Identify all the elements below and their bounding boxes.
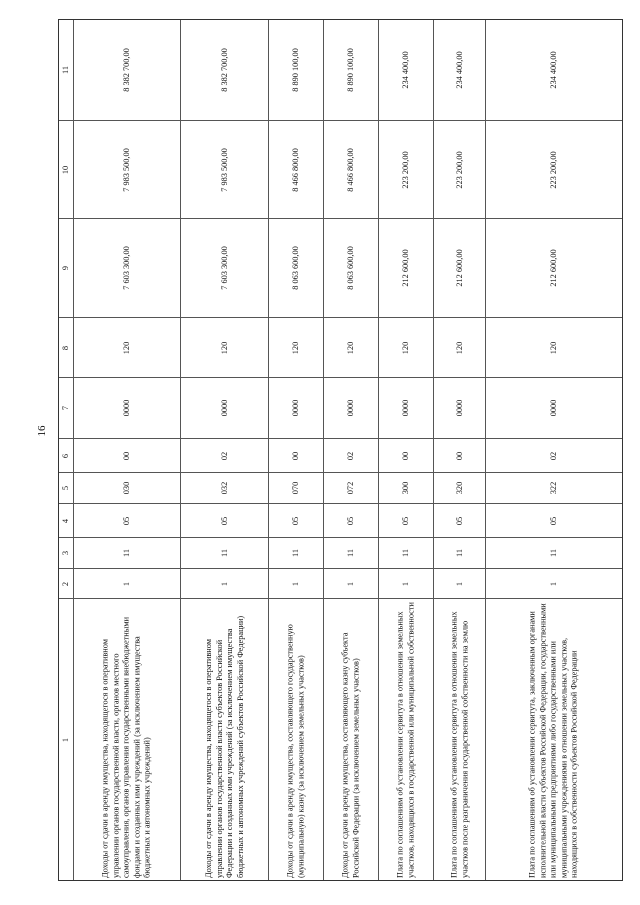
row-description: [180, 598, 268, 880]
row-cell-c7-text: 0000: [454, 399, 464, 417]
row-cell-c4: [73, 503, 180, 537]
row-cell-c4: [323, 503, 378, 537]
row-cell-c5: [268, 472, 323, 503]
header-col-8-text: 8: [60, 345, 70, 350]
row-cell-c9: [323, 218, 378, 317]
row-cell-c7: [73, 377, 180, 438]
header-col-11: [59, 20, 73, 120]
row-cell-c9-text: 212 600,00: [400, 249, 410, 287]
header-col-3: [59, 537, 73, 568]
row-cell-c7-text: 0000: [219, 399, 229, 417]
row-cell-c10: [268, 120, 323, 218]
row-cell-c3: [268, 537, 323, 568]
row-description: [323, 598, 378, 880]
row-description: [268, 598, 323, 880]
row-cell-c11-text: 234 400,00: [548, 51, 558, 89]
row-cell-c6: [323, 438, 378, 472]
row-cell-c2: [323, 568, 378, 598]
row-cell-c9: [485, 218, 622, 317]
row-cell-c7: [323, 377, 378, 438]
row-cell-c6: [485, 438, 622, 472]
row-cell-c9-text: 7 603 300,00: [121, 246, 131, 290]
row-cell-c7-text: 0000: [345, 399, 355, 417]
header-col-11-text: 11: [60, 66, 70, 74]
row-cell-c2-text: 1: [219, 581, 229, 586]
row-description-text: Доходы от сдачи в аренду имущества, составляющего государственную (муниципальную) казну (за исключением земельных участков): [285, 623, 305, 878]
row-cell-c3-text: 11: [454, 549, 464, 557]
row-cell-c11-text: 8 890 100,00: [345, 48, 355, 92]
row-description: [485, 598, 622, 880]
header-col-10-text: 10: [60, 165, 70, 174]
row-cell-c4: [180, 503, 268, 537]
row-cell-c5: [323, 472, 378, 503]
header-col-3-text: 3: [60, 550, 70, 556]
row-cell-c4: [378, 503, 433, 537]
row-cell-c2-text: 1: [454, 581, 464, 586]
row-cell-c7: [433, 377, 485, 438]
row-cell-c4-text: 05: [121, 516, 131, 525]
row-cell-c7: [268, 377, 323, 438]
row-cell-c5: [73, 472, 180, 503]
row-description-text: Плата по соглашениям об установлении сервитута в отношении земельных участков после разграничения государственной собственности на землю: [448, 610, 469, 878]
row-cell-c5-text: 030: [121, 481, 131, 495]
row-cell-c4-text: 05: [454, 516, 464, 525]
row-cell-c4-text: 05: [400, 516, 410, 525]
row-cell-c5: [485, 472, 622, 503]
row-cell-c6-text: 00: [454, 451, 464, 460]
row-cell-c6: [268, 438, 323, 472]
row-cell-c9-text: 7 603 300,00: [219, 246, 229, 290]
row-cell-c8: [485, 317, 622, 377]
page-number: 16: [36, 425, 48, 437]
row-cell-c9-text: 8 063 600,00: [345, 246, 355, 290]
row-cell-c10: [433, 120, 485, 218]
row-cell-c8-text: 120: [121, 341, 131, 354]
row-cell-c5-text: 322: [548, 481, 558, 495]
header-col-6-text: 6: [60, 453, 70, 458]
row-cell-c11-text: 234 400,00: [400, 51, 410, 89]
header-col-2: [59, 568, 73, 598]
header-col-2-text: 2: [60, 581, 70, 586]
row-cell-c7-text: 0000: [548, 399, 558, 417]
row-cell-c6-text: 00: [290, 451, 300, 460]
row-cell-c2-text: 1: [121, 581, 131, 586]
row-cell-c5: [180, 472, 268, 503]
row-cell-c6: [73, 438, 180, 472]
row-cell-c2: [73, 568, 180, 598]
row-cell-c5: [378, 472, 433, 503]
row-cell-c7-text: 0000: [290, 399, 300, 417]
row-cell-c2: [180, 568, 268, 598]
row-cell-c11: [268, 20, 323, 120]
row-description: [378, 598, 433, 880]
row-cell-c4-text: 05: [290, 516, 300, 525]
row-cell-c9: [180, 218, 268, 317]
row-cell-c11-text: 8 382 700,00: [219, 48, 229, 92]
row-cell-c7: [485, 377, 622, 438]
header-col-9-text: 9: [60, 265, 70, 271]
row-cell-c8-text: 120: [454, 341, 464, 354]
row-cell-c9-text: 8 063 600,00: [290, 246, 300, 290]
row-cell-c6-text: 00: [121, 451, 131, 460]
row-cell-c3: [378, 537, 433, 568]
row-cell-c8: [323, 317, 378, 377]
row-cell-c10: [378, 120, 433, 218]
row-description-text: Доходы от сдачи в аренду имущества, находящегося в оперативном управлении органов государственной власти субъектов Российской Федерации и созданных ими учреждений (за исключением имущества бюджетных и автономных учреждений субъектов Российской Федерации): [203, 615, 245, 878]
row-cell-c9-text: 212 600,00: [548, 249, 558, 287]
row-cell-c2: [268, 568, 323, 598]
row-cell-c2-text: 1: [548, 581, 558, 586]
row-cell-c4-text: 05: [548, 516, 558, 525]
header-col-9: [59, 218, 73, 317]
budget-table: [58, 19, 623, 881]
row-cell-c8: [73, 317, 180, 377]
row-cell-c5-text: 070: [290, 481, 300, 495]
row-cell-c5-text: 320: [454, 481, 464, 495]
row-description-text: Плата по соглашениям об установлении сервитута в отношении земельных участков, находящихся в государственной или муниципальной собственности: [395, 601, 415, 878]
header-col-5-text: 5: [60, 485, 70, 491]
row-description: [73, 598, 180, 880]
header-col-6: [59, 438, 73, 472]
row-cell-c9: [378, 218, 433, 317]
row-cell-c5-text: 072: [345, 481, 355, 495]
row-cell-c11-text: 8 890 100,00: [290, 48, 300, 92]
row-cell-c6-text: 00: [400, 451, 410, 460]
row-cell-c4: [268, 503, 323, 537]
row-cell-c11: [485, 20, 622, 120]
row-cell-c6-text: 02: [345, 451, 355, 460]
row-cell-c10: [485, 120, 622, 218]
row-cell-c3-text: 11: [345, 549, 355, 557]
header-col-5: [59, 472, 73, 503]
header-col-1: [59, 598, 73, 880]
row-description-text: Доходы от сдачи в аренду имущества, составляющего казну субъекта Российской Федерации (за исключением земельных участков): [340, 632, 360, 878]
row-cell-c4: [433, 503, 485, 537]
row-cell-c10-text: 7 983 500,00: [121, 147, 131, 192]
row-cell-c10-text: 223 200,00: [454, 150, 464, 189]
row-cell-c10-text: 223 200,00: [400, 150, 410, 189]
row-cell-c10-text: 7 983 500,00: [219, 147, 229, 192]
row-cell-c10-text: 8 466 800,00: [290, 147, 300, 192]
row-cell-c8-text: 120: [290, 341, 300, 354]
row-cell-c10-text: 8 466 800,00: [345, 147, 355, 192]
row-cell-c8: [378, 317, 433, 377]
row-cell-c6-text: 02: [548, 451, 558, 460]
row-cell-c8-text: 120: [345, 341, 355, 354]
row-cell-c11: [73, 20, 180, 120]
header-col-1-text: 1: [60, 737, 70, 742]
row-cell-c11-text: 8 382 700,00: [121, 48, 131, 92]
row-cell-c4: [485, 503, 622, 537]
row-cell-c10: [323, 120, 378, 218]
header-col-10: [59, 120, 73, 218]
header-col-7-text: 7: [60, 405, 70, 411]
row-cell-c8: [268, 317, 323, 377]
row-cell-c3-text: 11: [290, 549, 300, 557]
row-cell-c9: [268, 218, 323, 317]
row-cell-c9: [73, 218, 180, 317]
row-cell-c10-text: 223 200,00: [548, 150, 558, 189]
row-description-text: Доходы от сдачи в аренду имущества, находящегося в оперативном управлении органов государственной власти, органов местного самоуправления, органов управления государственными внебюджетными фондами и созданных ими учреждений (за исключением имущества бюджетных и автономных учреждений): [100, 616, 152, 878]
row-cell-c3-text: 11: [548, 549, 558, 557]
row-cell-c11: [378, 20, 433, 120]
header-col-7: [59, 377, 73, 438]
row-description-text: Плата по соглашениям об установлении сервитута, заключенным органами исполнительной власти субъектов Российской Федерации, государственными или муниципальными предприятиями либо государственными или муниципальными учреждениями в отношении земельных участков, находящихся в собственности субъектов Российской Федерации: [527, 602, 579, 878]
row-cell-c6: [180, 438, 268, 472]
row-cell-c4-text: 05: [345, 516, 355, 525]
row-cell-c4-text: 05: [219, 516, 229, 525]
row-cell-c2-text: 1: [290, 581, 300, 586]
row-cell-c7: [378, 377, 433, 438]
row-description: [433, 598, 485, 880]
row-cell-c8: [433, 317, 485, 377]
header-col-4-text: 4: [60, 518, 70, 523]
row-cell-c8-text: 120: [219, 341, 229, 354]
row-cell-c2: [433, 568, 485, 598]
row-cell-c3-text: 11: [121, 549, 131, 557]
row-cell-c8-text: 120: [548, 341, 558, 354]
row-cell-c10: [73, 120, 180, 218]
row-cell-c6: [378, 438, 433, 472]
row-cell-c5: [433, 472, 485, 503]
row-cell-c3-text: 11: [219, 549, 229, 557]
row-cell-c2-text: 1: [345, 581, 355, 586]
row-cell-c9-text: 212 600,00: [454, 249, 464, 287]
row-cell-c6: [433, 438, 485, 472]
row-cell-c5-text: 032: [219, 481, 229, 495]
header-col-8: [59, 317, 73, 377]
row-cell-c3: [73, 537, 180, 568]
row-cell-c6-text: 02: [219, 451, 229, 460]
row-cell-c3: [323, 537, 378, 568]
row-cell-c3: [180, 537, 268, 568]
row-cell-c10: [180, 120, 268, 218]
header-col-4: [59, 503, 73, 537]
row-cell-c9: [433, 218, 485, 317]
row-cell-c3-text: 11: [400, 549, 410, 557]
row-cell-c8: [180, 317, 268, 377]
row-cell-c7-text: 0000: [400, 399, 410, 417]
row-cell-c7: [180, 377, 268, 438]
row-cell-c11-text: 234 400,00: [454, 51, 464, 89]
row-cell-c2-text: 1: [400, 581, 410, 586]
row-cell-c5-text: 300: [400, 481, 410, 495]
row-cell-c7-text: 0000: [121, 399, 131, 417]
row-cell-c11: [180, 20, 268, 120]
row-cell-c3: [485, 537, 622, 568]
row-cell-c11: [433, 20, 485, 120]
row-cell-c8-text: 120: [400, 341, 410, 354]
row-cell-c3: [433, 537, 485, 568]
row-cell-c2: [485, 568, 622, 598]
row-cell-c2: [378, 568, 433, 598]
row-cell-c11: [323, 20, 378, 120]
